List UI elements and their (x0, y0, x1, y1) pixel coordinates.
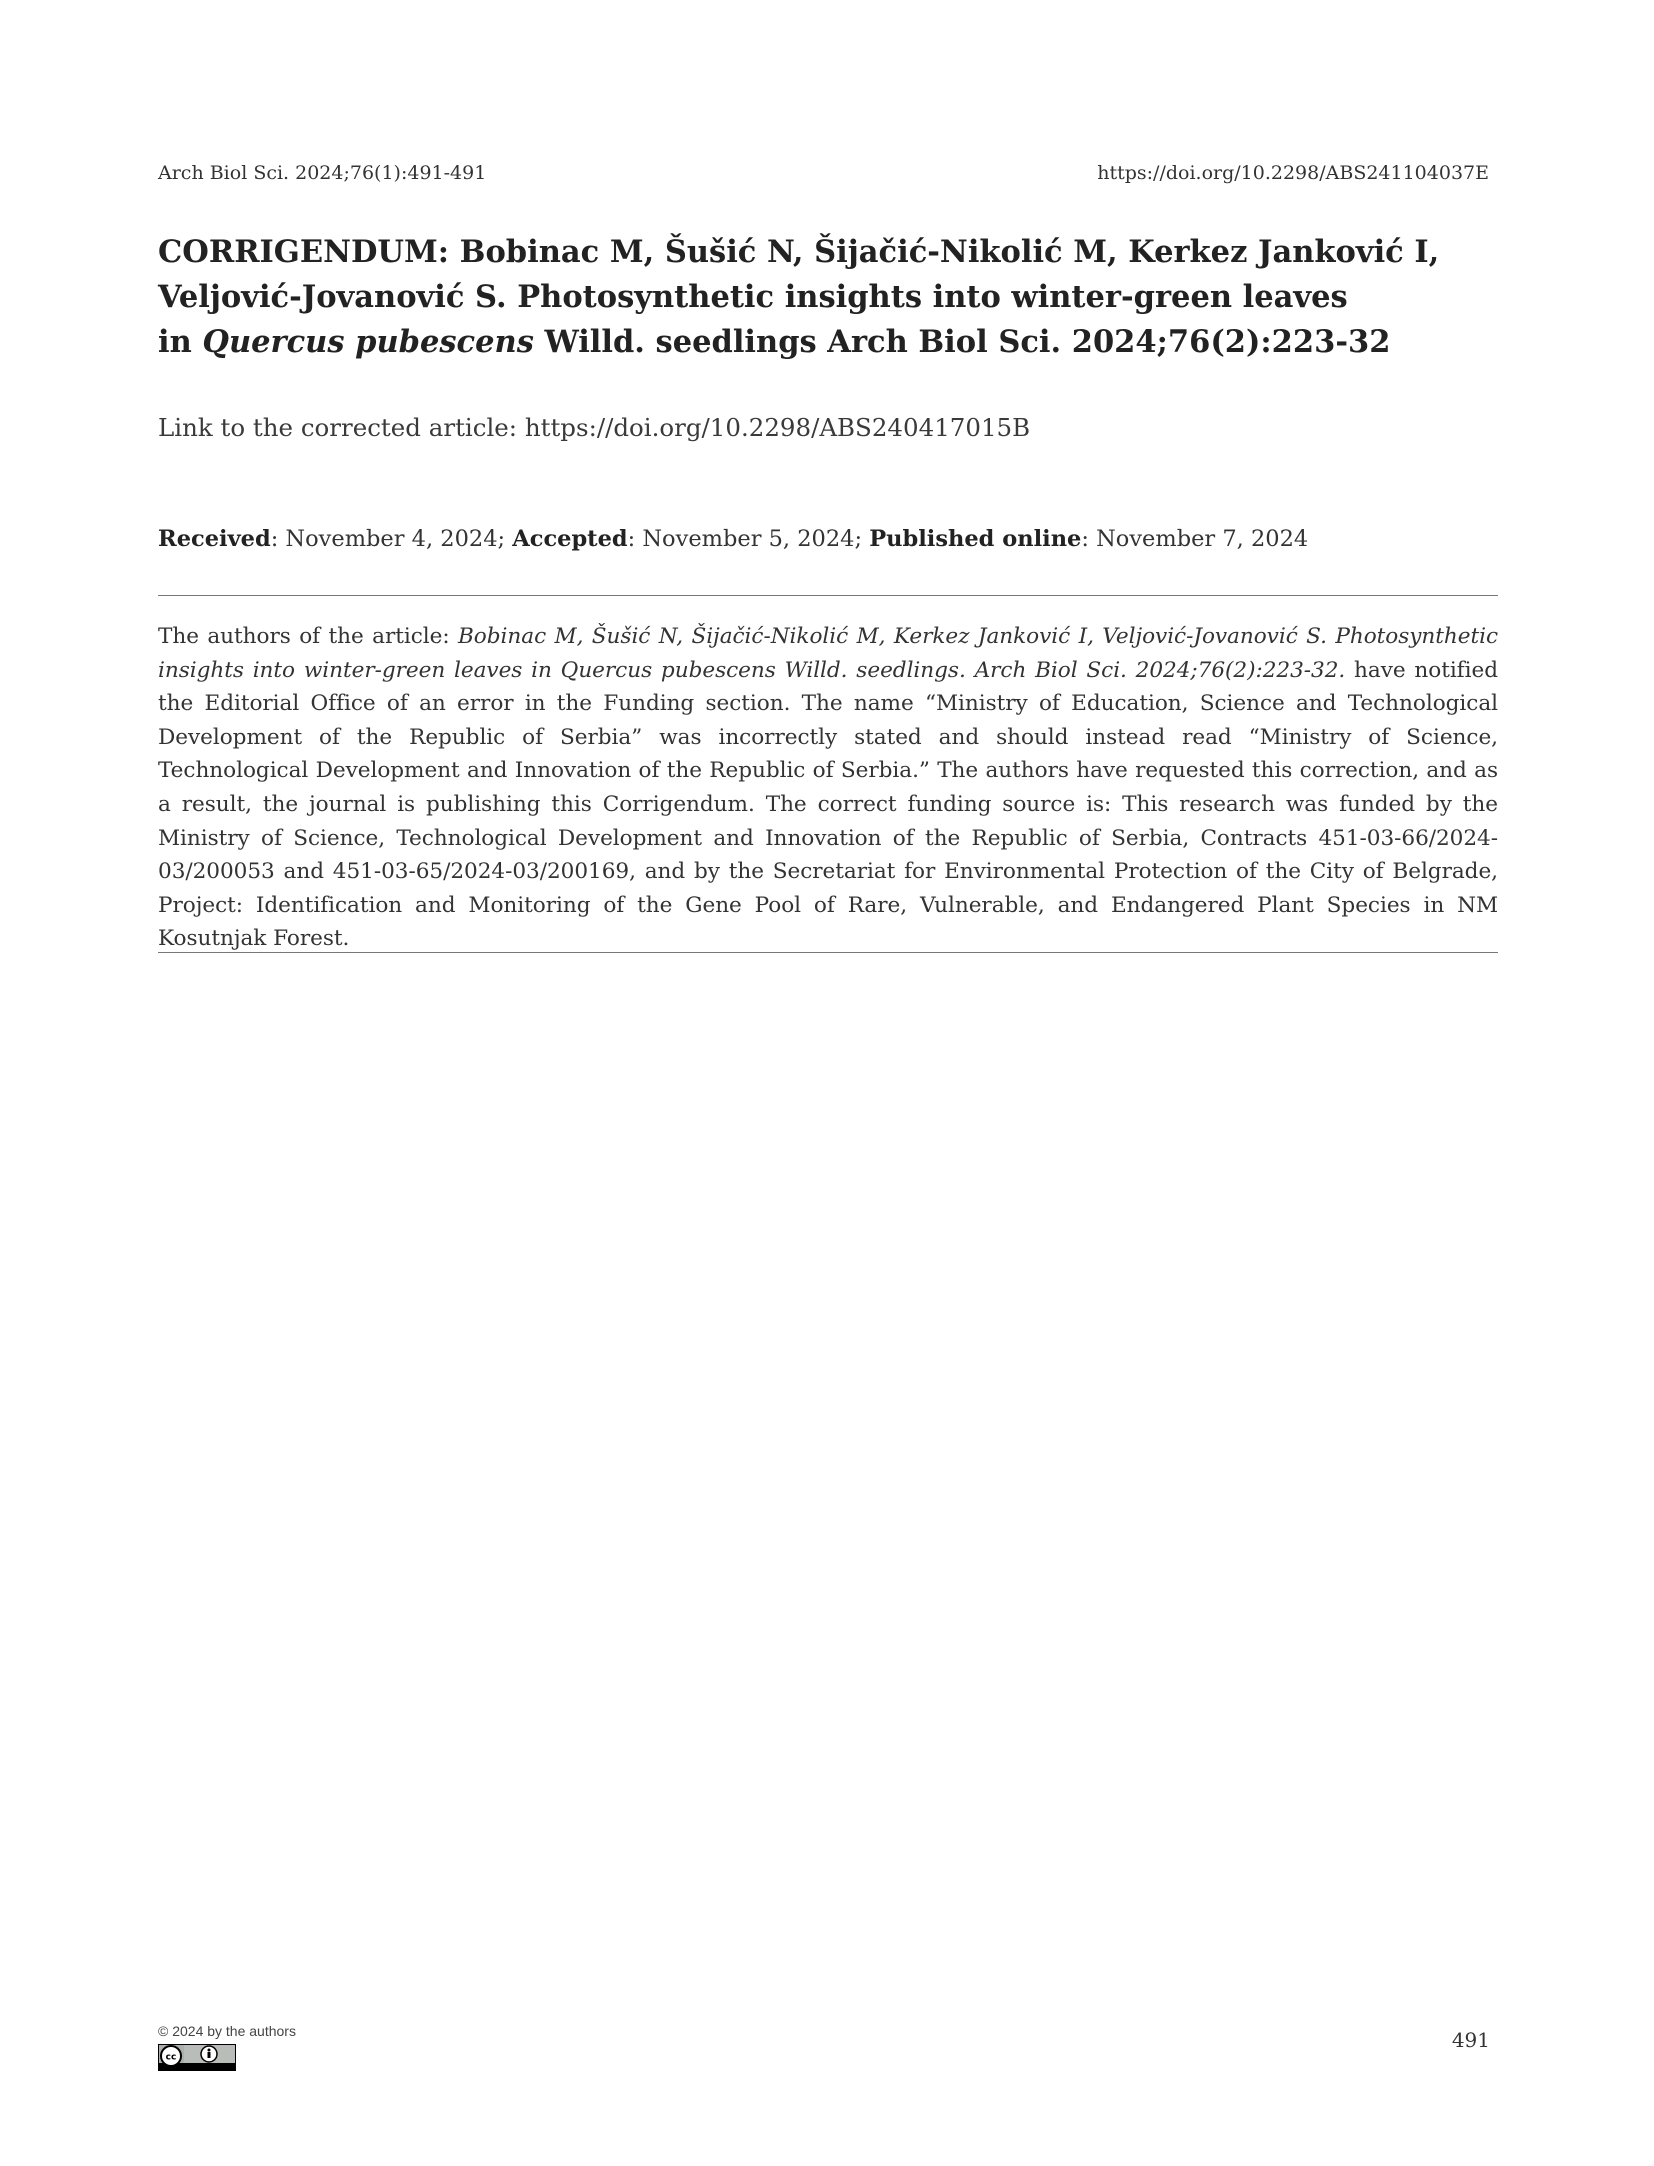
article-dates (158, 526, 1308, 552)
title-line-1: CORRIGENDUM: Bobinac M, Šušić N, Šijačić-Nikolić M, Kerkez Janković I, (158, 234, 1440, 270)
received-label: Received (158, 526, 271, 552)
accepted-label: Accepted (512, 526, 628, 552)
bottom-divider (158, 952, 1498, 953)
running-head (158, 162, 1489, 192)
copyright-notice: © 2024 by the authors (158, 2023, 296, 2039)
journal-citation: Arch Biol Sci. 2024;76(1):491-491 (158, 162, 487, 184)
svg-text:cc: cc (165, 2052, 177, 2063)
body-article-reference: Bobinac M, Šušić N, Šijačić-Nikolić M, Kerkez Janković I, Veljović-Jovanović S. Photosynthetic insights into winter-green leaves in Quercus pubescens Willd. seedlings. Arch Biol Sci. 2024;76(2):223-32. (158, 624, 1498, 683)
accepted-date: : November 5, 2024; (627, 526, 870, 552)
cc-by-icon[interactable] (158, 2044, 236, 2071)
title-line-3-prefix: in (158, 324, 203, 360)
title-line-3-suffix: Willd. seedlings Arch Biol Sci. 2024;76(2):223-32 (533, 324, 1391, 360)
published-date: : November 7, 2024 (1081, 526, 1309, 552)
page-number: 491 (1451, 2028, 1490, 2052)
top-divider (158, 595, 1498, 596)
article-doi-link[interactable]: https://doi.org/10.2298/ABS241104037E (1097, 162, 1489, 184)
article-title (158, 230, 1498, 365)
title-species-name: Quercus pubescens (202, 324, 534, 360)
received-date: : November 4, 2024; (270, 526, 513, 552)
title-line-2: Veljović-Jovanović S. Photosynthetic insights into winter-green leaves (158, 279, 1348, 315)
body-intro: The authors of the article: (158, 624, 458, 649)
body-main-text: have notified the Editorial Office of an error in the Funding section. The name “Ministry of Education, Science and Technological Development of the Republic of Serbia” was incorrectly stated and should instead read “Ministry of Science, Technological Development and Innovation of the Republic of Serbia.” The authors have requested this correction, and as a result, the journal is publishing this Corrigendum. The correct funding source is: This research was funded by the Ministry of Science, Technological Development and Innovation of the Republic of Serbia, Contracts 451-03-66/2024-03/200053 and 451-03-65/2024-03/200169, and by the Secretariat for Environmental Protection of the City of Belgrade, Project: Identification and Monitoring of the Gene Pool of Rare, Vulnerable, and Endangered Plant Species in NM Kosutnjak Forest. (158, 657, 1498, 952)
corrigendum-body (158, 620, 1498, 956)
published-label: Published online (869, 526, 1082, 552)
corrected-article-link[interactable]: Link to the corrected article: https://doi.org/10.2298/ABS240417015B (158, 413, 1031, 442)
